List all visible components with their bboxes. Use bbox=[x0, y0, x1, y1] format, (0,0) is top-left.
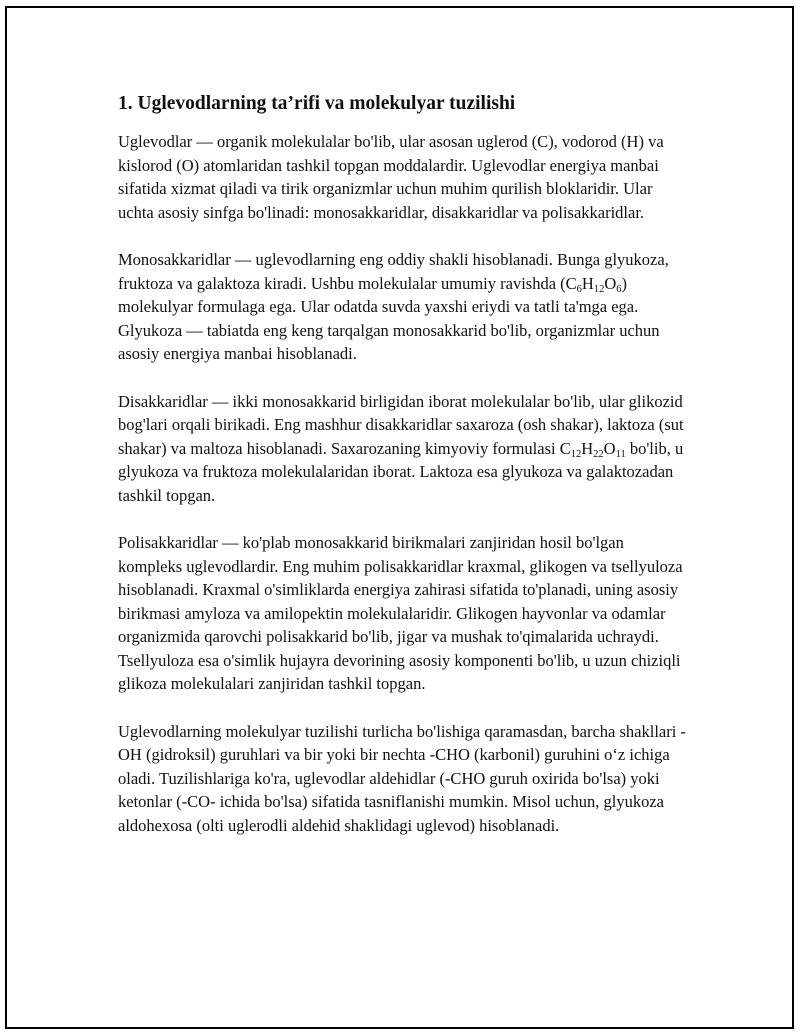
paragraph-intro: Uglevodlar — organik molekulalar bo'lib, ular asosan uglerod (C), vodorod (H) va kislorod (O) atomlaridan tashkil topgan moddalardir. Uglevodlar energiya manbai sifatida xizmat qiladi va tirik organizmlar uchun muhim qurilish bloklaridir. Ular uchta asosiy sinfga bo'linadi: monosakkaridlar, disakkaridlar va polisakkaridlar. bbox=[118, 132, 664, 222]
formula-subscript: 12 bbox=[593, 283, 605, 295]
paragraph-disaccharides bbox=[118, 390, 690, 508]
formula-subscript: 22 bbox=[593, 448, 604, 460]
formula-subscript: 11 bbox=[615, 448, 626, 460]
formula-subscript: 12 bbox=[570, 448, 582, 460]
paragraph-monosaccharides bbox=[118, 248, 690, 366]
formula-element: C bbox=[565, 273, 577, 293]
paragraph-structure: Uglevodlarning molekulyar tuzilishi turlicha bo'lishiga qaramasdan, barcha shakllari -OH (gidroksil) guruhlari va bir yoki bir nechta -CHO (karbonil) guruhini o‘z ichiga oladi. Tuzilishlariga ko'ra, uglevodlar aldehidlar (-CHO guruh oxirida bo'lsa) yoki ketonlar (-CO- ichida bo'lsa) sifatida tasniflanishi mumkin. Misol uchun, glyukoza aldohexosa (olti uglerodli aldehid shaklidagi uglevod) hisoblanadi. bbox=[118, 721, 686, 835]
paragraph-text: Monosakkaridlar — uglevodlarning eng oddiy shakli hisoblanadi. Bunga glyukoza, fruktoza va galaktoza kiradi. Ushbu molekulalar umumiy ravishda ( bbox=[118, 250, 669, 293]
paragraph-text: bo'lib, u glyukoza va fruktoza molekulalaridan iborat. Laktoza esa glyukoza va galaktozadan tashkil topgan. bbox=[118, 438, 684, 505]
formula-subscript: 6 bbox=[576, 283, 582, 295]
formula-element: H bbox=[581, 438, 594, 458]
paragraph-text: Disakkaridlar — ikki monosakkarid birligidan iborat molekulalar bo'lib, ular glikozid bog'lari orqali birikadi. Eng mashhur disakkaridlar saxaroza (osh shakar), laktoza (sut shakar) va maltoza hisoblanadi. Saxarozaning kimyoviy formulasi bbox=[118, 391, 684, 458]
formula-element: O bbox=[604, 273, 617, 293]
formula-subscript: 6 bbox=[616, 283, 622, 295]
formula-element: C bbox=[559, 438, 571, 458]
paragraph-text: ) molekulyar formulaga ega. Ular odatda suvda yaxshi eriydi va tatli ta'mga ega. Glyukoza — tabiatda eng keng tarqalgan monosakkarid bo'lib, organizmlar uchun asosiy energiya manbai hisoblanadi. bbox=[118, 273, 660, 363]
formula-element: O bbox=[603, 438, 616, 458]
section-heading: 1. Uglevodlarning ta’rifi va molekulyar tuzilishi bbox=[118, 93, 516, 114]
paragraph-polysaccharides: Polisakkaridlar — ko'plab monosakkarid birikmalari zanjiridan hosil bo'lgan kompleks uglevodlardir. Eng muhim polisakkaridlar kraxmal, glikogen va tsellyuloza hisoblanadi. Kraxmal o'simliklarda energiya zahirasi sifatida to'planadi, uning asosiy birikmasi amyloza va amilopektin molekulalaridir. Glikogen hayvonlar va odamlar organizmida qarovchi polisakkarid bo'lib, jigar va mushak to'qimalarida uchraydi. Tsellyuloza esa o'simlik hujayra devorining asosiy komponenti bo'lib, u uzun chiziqli glikoza molekulalari zanjiridan tashkil topgan. bbox=[118, 533, 683, 693]
document-body bbox=[118, 90, 690, 861]
formula-element: H bbox=[581, 273, 594, 293]
